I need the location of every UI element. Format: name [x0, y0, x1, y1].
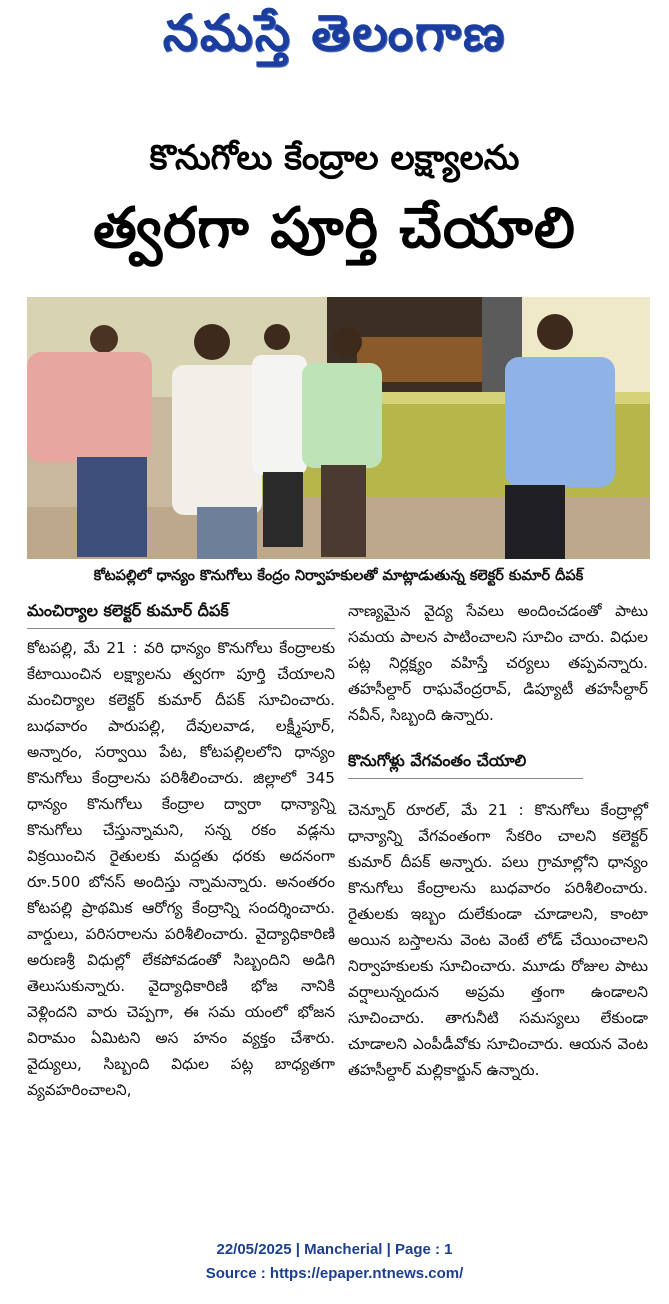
article-right-column: [348, 598, 648, 1083]
article-paragraph: కోటపల్లి, మే 21 : వరి ధాన్యం కొనుగోలు కేంద్రాలకు కేటాయించిన లక్ష్యాలను త్వరగా పూర్తి చేయాలని మంచిర్యాల కలెక్టర్ కుమార్ దీపక్ సూచించారు. బుధవారం పారుపల్లి, దేవులవాడ, లక్ష్మీపూర్, అన్నారం, సర్వాయి పేట, కోటపల్లిలలోని ధాన్యం కొనుగోలు కేంద్రాలను పరిశీలించారు. జిల్లాలో 345 ధాన్యం కొనుగోలు కేంద్రాల ద్వారా ధాన్యాన్ని కొనుగోలు చేస్తున్నామని, సన్న రకం వడ్లను విక్రయించిన రైతులకు మద్దతు ధరకు అదనంగా రూ.500 బోనస్ అందిస్తు న్నామన్నారు. అనంతరం కోటపల్లి ప్రాథమిక ఆరోగ్య కేంద్రాన్ని సందర్శించారు. వార్డులు, పరిసరాలను పరిశీలించారు. వైద్యాధికారిణి అరుణశ్రీ విధుల్లో లేకపోవడంతో సిబ్బందిని అడిగి తెలుసుకున్నారు. వైద్యాధికారిణి భోజ నానికి వెళ్లిందని వారు చెప్పగా, ఈ సమ యంలో భోజన విరామం ఏమిటని అస హనం వ్యక్తం చేశారు. వైద్యులు, సిబ్బంది విధుల పట్ల బాధ్యతగా వ్యవహరించాలని,: [27, 639, 335, 1099]
headline-line-1: కొనుగోలు కేంద్రాల లక్ష్యాలను: [149, 138, 520, 178]
masthead-logo: నమస్తే తెలంగాణ: [162, 4, 507, 62]
footer-source: Source : https://epaper.ntnews.com/: [205, 1265, 464, 1282]
footer-date-edition: 22/05/2025 | Mancherial | Page : 1: [216, 1241, 453, 1258]
article-subheading: కొనుగోళ్లు వేగవంతం చేయాలి: [348, 748, 583, 779]
article-paragraph: నాణ్యమైన వైద్య సేవలు అందించడంతో పాటు సమయ పాలన పాటించాలని సూచిం చారు. విధుల పట్ల నిర్లక్ష్యం వహిస్తే చర్యలు తప్పవన్నారు. తహసీల్దార్ రాఘవేంద్రరావ్, డిప్యూటీ తహసీల్దార్ నవీన్, సిబ్బంది ఉన్నారు.: [348, 602, 648, 724]
news-photo: [27, 297, 650, 559]
photo-caption: కోటపల్లిలో ధాన్యం కొనుగోలు కేంద్రం నిర్వాహకులతో మాట్లాడుతున్న కలెక్టర్ కుమార్ దీపక్: [93, 568, 584, 584]
article-left-column: [27, 598, 335, 1103]
article-paragraph: చెన్నూర్ రూరల్, మే 21 : కొనుగోలు కేంద్రాల్లో ధాన్యాన్ని వేగవంతంగా సేకరిం చాలని కలెక్టర్ కుమార్ దీపక్ అన్నారు. పలు గ్రామాల్లోని ధాన్యం కొనుగోలు కేంద్రాలను బుధవారం పరిశీలించారు. రైతులకు ఇబ్బం దులేకుండా చూడాలని, కాంటా అయిన బస్తాలను వెంట వెంటే లోడ్ చేయించాలని నిర్వాహకులకు సూచించారు. మూడు రోజుల పాటు వర్షాలున్నందున అప్రమ త్తంగా ఉండాలని సూచించారు. తాగునీటి సమస్యలు లేకుండా చూడాలని ఎంపీడీవోకు సూచించారు. ఆయన వెంట తహసీల్దార్ మల్లికార్జున్ ఉన్నారు.: [348, 801, 648, 1079]
article-byline: మంచిర్యాల కలెక్టర్ కుమార్ దీపక్: [27, 598, 335, 629]
headline-line-2: త్వరగా పూర్తి చేయాలి: [93, 196, 576, 261]
